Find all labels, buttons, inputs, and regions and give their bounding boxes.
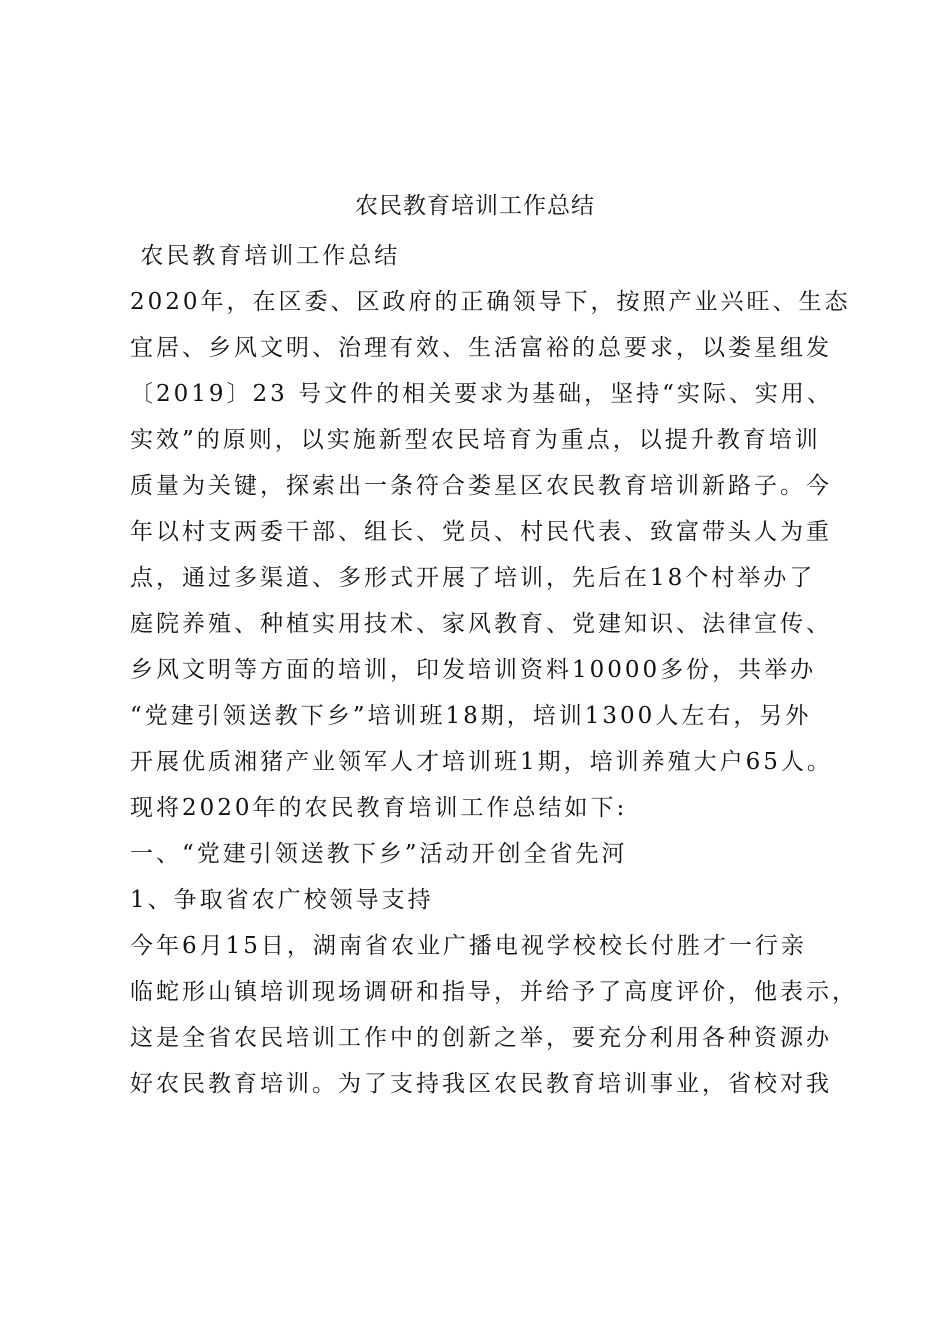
body-line: 〔2019〕23 号文件的相关要求为基础，坚持“实际、实用、: [130, 381, 833, 407]
body-line: 宜居、乡风文明、治理有效、生活富裕的总要求，以娄星组发: [130, 335, 832, 361]
body-line: 现将2020年的农民教育培训工作总结如下:: [130, 795, 628, 821]
document-title: 农民教育培训工作总结: [355, 193, 595, 219]
body-line: 庭院养殖、种植实用技术、家风教育、党建知识、法律宣传、: [130, 611, 832, 637]
body-line: 质量为关键，探索出一条符合娄星区农民教育培训新路子。今: [130, 473, 832, 499]
body-line: 年以村支两委干部、组长、党员、村民代表、致富带头人为重: [130, 519, 832, 545]
body-line: 临蛇形山镇培训现场调研和指导，并给予了高度评价，他表示，: [130, 979, 858, 1005]
body-line: 这是全省农民培训工作中的创新之举，要充分利用各种资源办: [130, 1025, 832, 1051]
body-line: 2020年，在区委、区政府的正确领导下，按照产业兴旺、生态: [130, 289, 851, 315]
body-line: 乡风文明等方面的培训，印发培训资料10000多份，共举办: [130, 657, 817, 683]
body-line: 好农民教育培训。为了支持我区农民教育培训事业，省校对我: [130, 1071, 832, 1097]
body-line: 今年6月15日，湖南省农业广播电视学校校长付胜才一行亲: [130, 933, 807, 959]
body-line: 点，通过多渠道、多形式开展了培训，先后在18个村举办了: [130, 565, 816, 591]
subsection-heading: 1、争取省农广校领导支持: [130, 887, 434, 913]
body-line-subtitle: 农民教育培训工作总结: [130, 243, 401, 269]
section-heading: 一、“党建引领送教下乡”活动开创全省先河: [130, 841, 628, 867]
body-line: 实效”的原则，以实施新型农民培育为重点，以提升教育培训: [130, 427, 821, 453]
body-line: 开展优质湘猪产业领军人才培训班1期，培训养殖大户65人。: [130, 749, 833, 775]
body-line: “党建引领送教下乡”培训班18期，培训1300人左右，另外: [130, 703, 812, 729]
document-body: [130, 233, 858, 1107]
